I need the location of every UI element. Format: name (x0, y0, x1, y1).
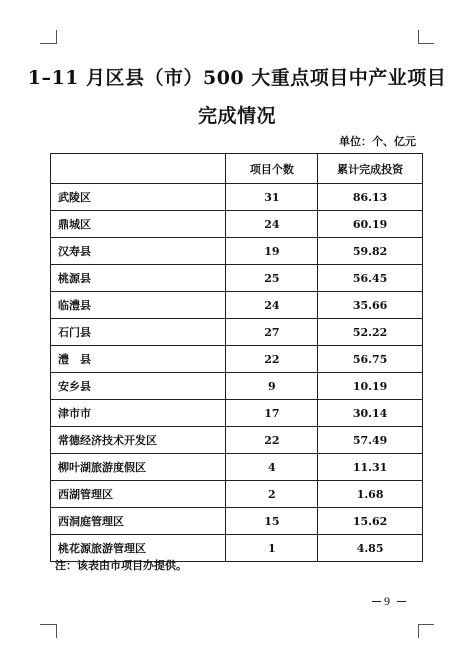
table-row (51, 238, 423, 265)
region-name-cell: 桃源县 (51, 265, 226, 292)
footnote: 注：该表由市项目办提供。 (55, 559, 187, 572)
table-row (51, 184, 423, 211)
page-title-line-1: 1–11 月区县（市）500 大重点项目中产业项目 (27, 67, 447, 89)
investment-cell: 57.49 (318, 427, 423, 454)
project-count-cell: 15 (226, 508, 318, 535)
region-name-cell: 石门县 (51, 319, 226, 346)
table-row (51, 454, 423, 481)
region-name-cell: 桃花源旅游管理区 (51, 535, 226, 562)
project-count-cell: 4 (226, 454, 318, 481)
region-name-cell: 澧 县 (51, 346, 226, 373)
project-count-cell: 2 (226, 481, 318, 508)
crop-mark-bottom-right-v (418, 624, 419, 638)
region-name-cell: 津市市 (51, 400, 226, 427)
investment-cell: 15.62 (318, 508, 423, 535)
table-row (51, 319, 423, 346)
region-name-cell: 西洞庭管理区 (51, 508, 226, 535)
page-title-line-2: 完成情况 (197, 105, 276, 127)
table-row (51, 481, 423, 508)
region-name-cell: 临澧县 (51, 292, 226, 319)
investment-cell: 56.75 (318, 346, 423, 373)
investment-cell: 10.19 (318, 373, 423, 400)
project-count-cell: 19 (226, 238, 318, 265)
region-name-cell: 西湖管理区 (51, 481, 226, 508)
project-count-cell: 22 (226, 346, 318, 373)
region-name-cell: 鼎城区 (51, 211, 226, 238)
header-project-count: 项目个数 (226, 154, 318, 184)
crop-mark-bottom-right-h (418, 624, 434, 625)
project-count-cell: 25 (226, 265, 318, 292)
region-name-cell: 常德经济技术开发区 (51, 427, 226, 454)
project-count-cell: 24 (226, 211, 318, 238)
investment-cell: 1.68 (318, 481, 423, 508)
investment-cell: 30.14 (318, 400, 423, 427)
header-investment: 累计完成投资 (318, 154, 423, 184)
investment-cell: 4.85 (318, 535, 423, 562)
header-region (51, 154, 226, 184)
page-number-dash-left (372, 601, 381, 602)
table-row (51, 427, 423, 454)
project-count-cell: 1 (226, 535, 318, 562)
table-header-row (51, 154, 423, 184)
project-count-cell: 22 (226, 427, 318, 454)
investment-cell: 11.31 (318, 454, 423, 481)
table-row (51, 211, 423, 238)
project-count-cell: 31 (226, 184, 318, 211)
region-name-cell: 安乡县 (51, 373, 226, 400)
project-table (50, 153, 423, 562)
investment-cell: 56.45 (318, 265, 423, 292)
table-row (51, 265, 423, 292)
investment-cell: 52.22 (318, 319, 423, 346)
project-count-cell: 9 (226, 373, 318, 400)
investment-cell: 86.13 (318, 184, 423, 211)
crop-mark-bottom-left-v (56, 624, 57, 638)
table-row (51, 346, 423, 373)
crop-mark-top-left-h (40, 43, 56, 44)
crop-mark-top-left-v (56, 30, 57, 44)
investment-cell: 35.66 (318, 292, 423, 319)
region-name-cell: 柳叶湖旅游度假区 (51, 454, 226, 481)
table-row (51, 373, 423, 400)
table-row (51, 508, 423, 535)
investment-cell: 59.82 (318, 238, 423, 265)
table-row (51, 400, 423, 427)
unit-label: 单位：个、亿元 (339, 135, 416, 148)
table-row (51, 292, 423, 319)
investment-cell: 60.19 (318, 211, 423, 238)
crop-mark-top-right-h (418, 43, 434, 44)
region-name-cell: 汉寿县 (51, 238, 226, 265)
page-number: 9 (384, 594, 390, 608)
project-count-cell: 27 (226, 319, 318, 346)
region-name-cell: 武陵区 (51, 184, 226, 211)
crop-mark-bottom-left-h (40, 624, 56, 625)
project-count-cell: 17 (226, 400, 318, 427)
project-count-cell: 24 (226, 292, 318, 319)
crop-mark-top-right-v (418, 30, 419, 44)
page-number-dash-right (397, 601, 406, 602)
